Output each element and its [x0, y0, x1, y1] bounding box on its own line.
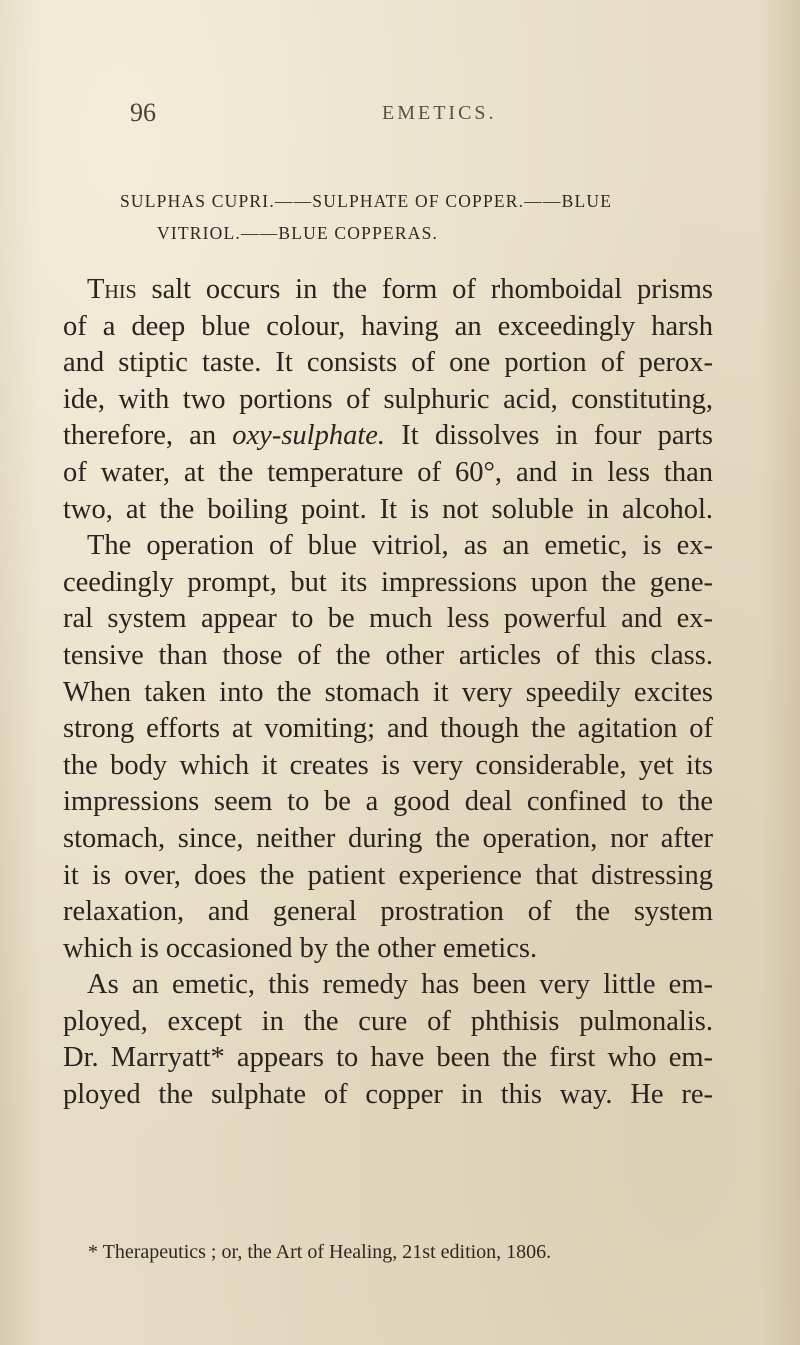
text-line: of water, at the temperature of 60°, and in less than [63, 456, 713, 488]
text-line: impressions seem to be a good deal confined to the [63, 786, 713, 818]
body-text [63, 272, 713, 1114]
italic-term: oxy-sulphate. [232, 420, 386, 452]
section-heading [120, 185, 700, 249]
text-span: salt occurs in the form of rhomboidal prisms [136, 274, 713, 305]
text-line: The operation of blue vitriol, as an emetic, is ex- [87, 530, 713, 562]
text-line [63, 272, 713, 309]
text-line [63, 418, 713, 455]
text-span: therefore, an [63, 420, 233, 452]
text-line: When taken into the stomach it very speedily excites [63, 676, 713, 708]
text-line: ral system appear to be much less powerful and ex- [63, 603, 713, 635]
text-span: It dissolves in four parts [385, 420, 714, 452]
text-line: and stiptic taste. It consists of one portion of perox- [63, 347, 713, 379]
text-line: ployed, except in the cure of phthisis pulmonalis. [63, 1005, 713, 1037]
footnote: * Therapeutics ; or, the Art of Healing, 21st edition, 1806. [88, 1241, 552, 1263]
page-number: 96 [130, 98, 156, 127]
text-line: strong efforts at vomiting; and though the agitation of [63, 713, 713, 745]
text-line: As an emetic, this remedy has been very little em- [87, 969, 713, 1001]
text-line: the body which it creates is very considerable, yet its [63, 749, 713, 781]
drop-word: This [87, 274, 137, 305]
text-line: ide, with two portions of sulphuric acid, constituting, [63, 383, 713, 415]
text-line: tensive than those of the other articles of this class. [63, 639, 713, 671]
running-head [130, 98, 690, 128]
text-line: relaxation, and general prostration of the system [63, 896, 713, 928]
heading-line-1: SULPHAS CUPRI.——SULPHATE OF COPPER.——BLUE [120, 191, 613, 211]
text-line: of a deep blue colour, having an exceedingly harsh [63, 310, 713, 342]
text-line: two, at the boiling point. It is not soluble in alcohol. [63, 493, 713, 525]
running-title: EMETICS. [382, 102, 497, 124]
text-line: stomach, since, neither during the operation, nor after [63, 822, 713, 854]
text-line: ceedingly prompt, but its impressions upon the gene- [63, 566, 713, 598]
text-line: Dr. Marryatt* appears to have been the first who em- [63, 1042, 713, 1074]
heading-line-2: VITRIOL.——BLUE COPPERAS. [157, 223, 439, 243]
text-line: it is over, does the patient experience that distressing [63, 859, 713, 891]
text-line: ployed the sulphate of copper in this way. He re- [63, 1079, 713, 1111]
text-line: which is occasioned by the other emetics. [63, 932, 538, 964]
